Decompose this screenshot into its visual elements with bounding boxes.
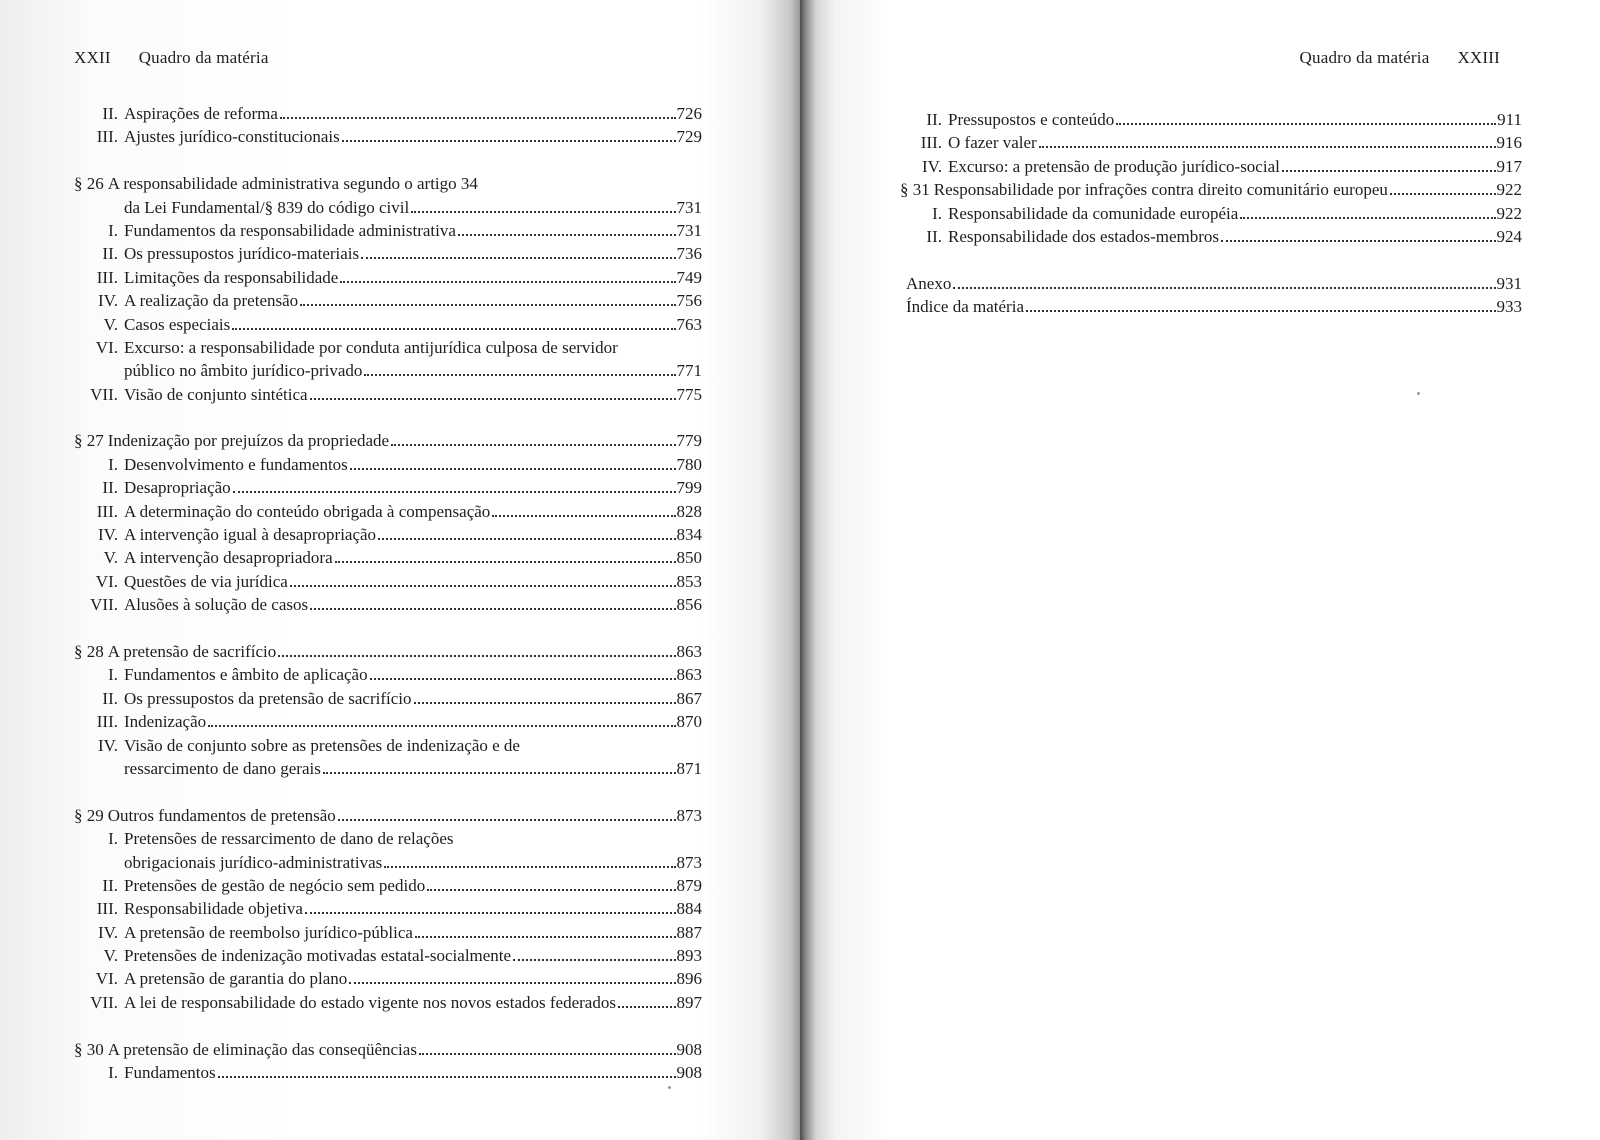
toc-entry-page-number: 850 [676, 548, 702, 568]
toc-entry-page-number: 856 [676, 595, 702, 615]
toc-entry-title: Outros fundamentos de pretensão [107, 805, 336, 825]
toc-entry-label: I. [108, 1063, 118, 1083]
dot-leader [1026, 310, 1496, 312]
toc-entry-label: § 28 [74, 641, 104, 661]
right-page [800, 0, 1600, 1140]
table-of-contents [74, 104, 702, 1086]
toc-entry-label: IV. [98, 735, 118, 755]
toc-entry-page-number: 871 [676, 758, 702, 778]
dot-leader [364, 374, 675, 376]
toc-entry-label: II. [926, 226, 942, 246]
dot-leader [218, 1076, 676, 1078]
toc-entry-label: II. [102, 875, 118, 895]
toc-entry-label: § 29 [74, 805, 104, 825]
toc-entry-page-number: 726 [676, 104, 702, 123]
toc-entry [74, 736, 702, 759]
dot-leader [415, 936, 676, 938]
toc-entry-title: Aspirações de reforma [124, 104, 278, 123]
toc-entry-page-number: 893 [676, 946, 702, 966]
toc-entry [74, 548, 702, 571]
toc-entry [900, 227, 1522, 250]
toc-entry-title: obrigacionais jurídico-administrativas [124, 852, 383, 872]
toc-entry [74, 291, 702, 314]
toc-entry-label: I. [108, 220, 118, 240]
toc-entry-title: Visão de conjunto sobre as pretensões de indenização e de [124, 735, 520, 755]
toc-entry-page-number: 780 [676, 454, 702, 474]
toc-entry-page-number: 731 [676, 197, 702, 217]
dot-leader [350, 468, 676, 470]
toc-entry-title: A pretensão de reembolso jurídico-pública [124, 922, 413, 942]
toc-entry-label: VI. [95, 337, 118, 357]
toc-section-entry [74, 431, 702, 454]
toc-entry-label: IV. [922, 156, 942, 176]
dot-leader [458, 234, 676, 236]
toc-entry-label: I. [108, 454, 118, 474]
toc-entry-title: Fundamentos [124, 1063, 216, 1083]
toc-entry-page-number: 763 [676, 314, 702, 334]
dot-leader [427, 889, 675, 891]
toc-entry-title: A determinação do conteúdo obrigada à compensação [124, 501, 491, 521]
toc-entry [74, 244, 702, 267]
toc-entry-page-number: 879 [676, 875, 702, 895]
toc-entry-page-number: 853 [676, 571, 702, 591]
page-number: XXIII [1457, 48, 1500, 67]
toc-entry-label: VI. [95, 571, 118, 591]
toc-entry-title: público no âmbito jurídico-privado [124, 361, 363, 381]
dot-leader [492, 515, 675, 517]
toc-entry-page-number: 911 [1497, 110, 1522, 129]
toc-entry-page-number: 756 [676, 291, 702, 311]
toc-entry-label: III. [96, 127, 118, 147]
running-title: Quadro da matéria [1299, 48, 1430, 67]
toc-entry-title: Responsabilidade por infrações contra direito comunitário europeu [933, 180, 1388, 200]
toc-entry-label: III. [96, 267, 118, 287]
toc-entry-page-number: 884 [676, 899, 702, 919]
toc-entry-page-number: 775 [676, 384, 702, 404]
toc-entry [74, 338, 702, 361]
dot-leader [414, 702, 676, 704]
toc-entry-title: A lei de responsabilidade do estado vigente nos novos estados federados [124, 992, 616, 1012]
toc-entry-page-number: 779 [676, 431, 702, 451]
toc-entry-title: Pretensões de ressarcimento de dano de relações [124, 829, 454, 849]
toc-entry [74, 876, 702, 899]
toc-entry-title: Anexo [906, 273, 952, 293]
toc-entry [74, 385, 702, 408]
toc-entry-label: V. [103, 946, 118, 966]
dot-leader [361, 257, 675, 259]
toc-entry-label: V. [103, 314, 118, 334]
toc-entry [74, 198, 702, 221]
toc-entry-page-number: 771 [676, 361, 702, 381]
toc-entry-title: Alusões à solução de casos [124, 595, 309, 615]
toc-entry-label: III. [96, 899, 118, 919]
toc-entry [74, 993, 702, 1016]
toc-entry-title: Limitações da responsabilidade [124, 267, 339, 287]
toc-entry-title: da Lei Fundamental/§ 839 do código civil [124, 197, 410, 217]
toc-entry-label: I. [108, 665, 118, 685]
toc-entry [74, 946, 702, 969]
toc-entry-title: Ajustes jurídico-constitucionais [124, 127, 340, 147]
dot-leader [232, 328, 675, 330]
toc-entry [74, 502, 702, 525]
toc-section-entry [74, 1040, 702, 1063]
toc-entry-page-number: 887 [676, 922, 702, 942]
toc-entry [900, 110, 1522, 133]
dot-leader [342, 140, 676, 142]
toc-entry-title: Os pressupostos da pretensão de sacrifício [124, 688, 412, 708]
toc-entry [74, 525, 702, 548]
toc-entry-label: V. [103, 548, 118, 568]
toc-entry-title: Responsabilidade objetiva [124, 899, 303, 919]
toc-entry-title: A intervenção igual à desapropriação [124, 525, 377, 545]
toc-entry [74, 127, 702, 150]
toc-entry [900, 204, 1522, 227]
toc-entry-title: Indenização por prejuízos da propriedade [107, 431, 390, 451]
toc-entry-page-number: 731 [676, 220, 702, 240]
toc-entry [74, 665, 702, 688]
toc-entry-label: VI. [95, 969, 118, 989]
toc-entry-label: § 30 [74, 1039, 104, 1059]
toc-entry-title: Desenvolvimento e fundamentos [124, 454, 348, 474]
dot-leader [1221, 240, 1495, 242]
toc-entry [74, 829, 702, 852]
dot-leader [1282, 170, 1496, 172]
toc-entry-title: Pretensões de gestão de negócio sem pedido [124, 875, 426, 895]
toc-entry-title: A pretensão de eliminação das conseqüências [107, 1039, 417, 1059]
dot-leader [349, 982, 675, 984]
dot-leader [310, 608, 675, 610]
dot-leader [290, 585, 676, 587]
page-number: XXII [74, 48, 111, 67]
dot-leader [370, 678, 676, 680]
toc-entry-page-number: 931 [1496, 273, 1522, 293]
toc-entry [74, 221, 702, 244]
toc-section-entry [900, 180, 1522, 203]
dot-leader [340, 281, 675, 283]
toc-entry-title: Pressupostos e conteúdo [948, 110, 1115, 129]
toc-entry [74, 712, 702, 735]
toc-entry-title: A intervenção desapropriadora [124, 548, 333, 568]
toc-entry-page-number: 922 [1496, 180, 1522, 200]
toc-entry-label: II. [102, 244, 118, 264]
toc-entry-page-number: 917 [1496, 156, 1522, 176]
dot-leader [513, 959, 675, 961]
dot-leader [280, 117, 676, 119]
toc-entry [74, 315, 702, 338]
toc-entry-page-number: 908 [676, 1063, 702, 1083]
toc-entry-label: III. [920, 133, 942, 153]
toc-entry [74, 689, 702, 712]
toc-entry [74, 478, 702, 501]
dot-leader [378, 538, 675, 540]
toc-entry-page-number: 922 [1496, 203, 1522, 223]
toc-entry-label: § 27 [74, 431, 104, 451]
toc-entry [74, 759, 702, 782]
toc-entry [74, 268, 702, 291]
toc-entry [74, 923, 702, 946]
toc-entry-page-number: 896 [676, 969, 702, 989]
dot-leader [305, 912, 676, 914]
dot-leader [300, 304, 675, 306]
toc-entry [74, 1063, 702, 1086]
toc-entry [74, 361, 702, 384]
toc-entry [74, 595, 702, 618]
page-header [74, 48, 269, 68]
dot-leader [384, 866, 675, 868]
toc-entry-label: I. [932, 203, 942, 223]
toc-entry [74, 455, 702, 478]
dot-leader [953, 287, 1495, 289]
toc-entry [74, 572, 702, 595]
toc-entry-page-number: 749 [676, 267, 702, 287]
toc-entry-page-number: 867 [676, 688, 702, 708]
toc-entry-title: Índice da matéria [906, 297, 1024, 317]
toc-entry-label: IV. [98, 922, 118, 942]
toc-entry-title: Questões de via jurídica [124, 571, 288, 591]
toc-entry [900, 297, 1522, 320]
toc-entry-title: A realização da pretensão [124, 291, 299, 311]
dot-leader [1039, 146, 1496, 148]
dot-leader [419, 1053, 676, 1055]
dot-leader [278, 655, 675, 657]
toc-entry-title: O fazer valer [948, 133, 1037, 153]
toc-entry-page-number: 873 [676, 852, 702, 872]
dot-leader [208, 725, 675, 727]
toc-entry-label: IV. [98, 291, 118, 311]
toc-entry [74, 969, 702, 992]
toc-entry-title: Responsabilidade dos estados-membros [948, 226, 1220, 246]
toc-entry-title: Desapropriação [124, 478, 231, 498]
toc-section-entry [74, 174, 702, 197]
toc-entry-label: II. [102, 104, 118, 123]
dot-leader [411, 211, 675, 213]
toc-entry-label: VII. [90, 992, 118, 1012]
toc-entry-page-number: 897 [676, 992, 702, 1012]
running-title: Quadro da matéria [138, 48, 269, 67]
toc-entry-title: Pretensões de indenização motivadas estatal-socialmente [124, 946, 512, 966]
toc-entry-title: Fundamentos e âmbito de aplicação [124, 665, 368, 685]
toc-entry-label: VII. [90, 595, 118, 615]
toc-section-entry [74, 642, 702, 665]
toc-entry-page-number: 828 [676, 501, 702, 521]
dot-leader [1116, 123, 1496, 125]
dot-leader [335, 561, 676, 563]
toc-entry-label: II. [102, 688, 118, 708]
paper-speck [1417, 392, 1420, 395]
page-header [1300, 48, 1500, 68]
toc-entry-title: Os pressupostos jurídico-materiais [124, 244, 360, 264]
toc-entry-page-number: 870 [676, 712, 702, 732]
dot-leader [1240, 217, 1495, 219]
dot-leader [310, 398, 676, 400]
toc-entry-page-number: 933 [1496, 297, 1522, 317]
toc-entry-page-number: 834 [676, 525, 702, 545]
toc-entry-page-number: 799 [676, 478, 702, 498]
toc-entry-page-number: 908 [676, 1039, 702, 1059]
dot-leader [618, 1006, 676, 1008]
toc-entry-title: Excurso: a pretensão de produção jurídico-social [948, 156, 1280, 176]
table-of-contents [900, 110, 1522, 321]
toc-entry-title: Visão de conjunto sintética [124, 384, 308, 404]
toc-entry-title: Fundamentos da responsabilidade administrativa [124, 220, 456, 240]
toc-entry-title: ressarcimento de dano gerais [124, 758, 321, 778]
toc-entry-label: IV. [98, 525, 118, 545]
toc-entry-page-number: 873 [676, 805, 702, 825]
toc-entry-label: II. [926, 110, 942, 129]
toc-entry-label: § 26 [74, 174, 104, 194]
toc-entry-page-number: 736 [676, 244, 702, 264]
toc-entry [900, 157, 1522, 180]
toc-entry-label: I. [108, 829, 118, 849]
dot-leader [391, 444, 675, 446]
dot-leader [233, 491, 676, 493]
dot-leader [1390, 193, 1496, 195]
toc-entry-page-number: 924 [1496, 226, 1522, 246]
toc-entry [74, 104, 702, 127]
toc-entry-title: Excurso: a responsabilidade por conduta antijurídica culposa de servidor [124, 337, 618, 357]
toc-entry [900, 274, 1522, 297]
toc-entry-page-number: 729 [676, 127, 702, 147]
toc-entry-title: Responsabilidade da comunidade européia [948, 203, 1239, 223]
toc-entry-label: III. [96, 712, 118, 732]
toc-entry-page-number: 916 [1496, 133, 1522, 153]
toc-entry-label: VII. [90, 384, 118, 404]
toc-entry-title: Casos especiais [124, 314, 231, 334]
paper-speck [668, 1086, 671, 1089]
toc-entry [900, 133, 1522, 156]
toc-entry-title: A pretensão de garantia do plano [124, 969, 348, 989]
toc-entry-title: Indenização [124, 712, 207, 732]
toc-entry-title: A pretensão de sacrifício [107, 641, 277, 661]
toc-entry-page-number: 863 [676, 641, 702, 661]
toc-entry-label: II. [102, 478, 118, 498]
dot-leader [323, 772, 676, 774]
dot-leader [338, 819, 676, 821]
toc-entry-label: § 31 [900, 180, 930, 200]
toc-entry-label: III. [96, 501, 118, 521]
toc-entry-page-number: 863 [676, 665, 702, 685]
toc-section-entry [74, 806, 702, 829]
toc-entry [74, 853, 702, 876]
toc-entry [74, 899, 702, 922]
toc-entry-title: A responsabilidade administrativa segundo o artigo 34 [107, 174, 478, 194]
